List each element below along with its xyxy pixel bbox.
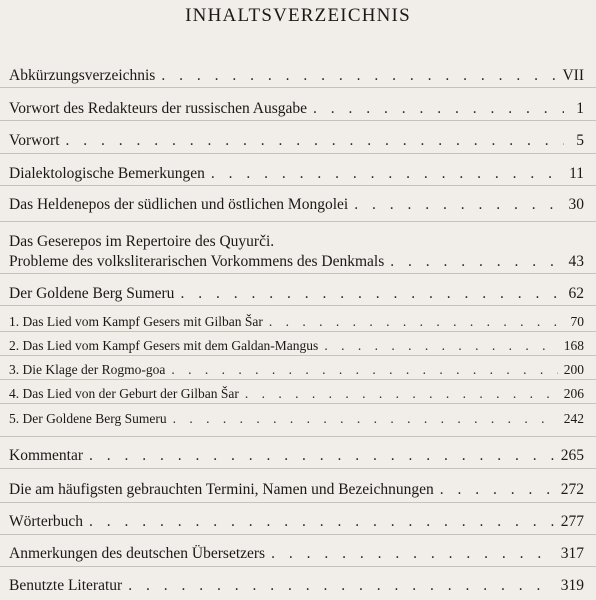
- dot-leader: [89, 446, 555, 466]
- divider: [0, 403, 596, 404]
- dot-leader: [313, 99, 564, 119]
- dot-leader: [324, 336, 557, 356]
- toc-entry-title: Das Geserepos im Repertoire des Quyurči.: [9, 233, 275, 250]
- toc-entry-woerterbuch[interactable]: [9, 512, 584, 532]
- divider: [0, 153, 596, 154]
- dot-leader: [269, 312, 564, 332]
- toc-page-number: 317: [560, 545, 584, 562]
- dot-leader: [173, 409, 558, 429]
- dot-leader: [390, 252, 562, 272]
- toc-entry-title: Der Goldene Berg Sumeru: [9, 285, 175, 302]
- toc-entry-title: 3. Die Klage der Rogmo-goa: [9, 362, 166, 377]
- toc-entry-vorwort-des-redakteurs[interactable]: [9, 99, 584, 119]
- divider: [0, 502, 596, 503]
- divider: [0, 331, 596, 332]
- toc-entry-title: 5. Der Goldene Berg Sumeru: [9, 411, 167, 426]
- toc-entry-title: Abkürzungsverzeichnis: [9, 67, 156, 84]
- toc-page-number: VII: [562, 67, 584, 84]
- toc-page-number: 206: [563, 386, 584, 401]
- dot-leader: [66, 131, 564, 151]
- dot-leader: [180, 284, 562, 304]
- divider: [0, 87, 596, 88]
- toc-entry-title: Kommentar: [9, 447, 84, 464]
- toc-page-number: 277: [560, 513, 584, 530]
- toc-entry-geserepos[interactable]: [9, 232, 584, 272]
- page-title: INHALTSVERZEICHNIS: [185, 5, 411, 26]
- toc-entry-heldenepos[interactable]: [9, 195, 584, 215]
- dot-leader: [440, 480, 555, 500]
- divider: [0, 185, 596, 186]
- divider: [0, 534, 596, 535]
- divider: [0, 436, 596, 437]
- divider: [0, 355, 596, 356]
- toc-entry-vorwort[interactable]: [9, 131, 584, 151]
- toc-page-number: 319: [560, 577, 584, 594]
- toc-entry-benutzte-literatur[interactable]: [9, 576, 584, 596]
- toc-subentry-4[interactable]: [9, 384, 584, 404]
- toc-entry-title: 2. Das Lied vom Kampf Gesers mit dem Galdan-Mangus: [9, 338, 319, 353]
- dot-leader: [89, 512, 555, 532]
- toc-page-number: 5: [576, 132, 584, 149]
- toc-page-number: 11: [569, 165, 584, 182]
- toc-subentry-3[interactable]: [9, 360, 584, 380]
- toc-entry-title: Vorwort des Redakteurs der russischen Ausgabe: [9, 100, 308, 117]
- divider: [0, 305, 596, 306]
- dot-leader: [354, 195, 562, 215]
- toc-entry-title: 4. Das Lied von der Geburt der Gilban Šar: [9, 386, 239, 401]
- toc-entry-title: Wörterbuch: [9, 513, 84, 530]
- toc-subentry-2[interactable]: [9, 336, 584, 356]
- toc-entry-title: Anmerkungen des deutschen Übersetzers: [9, 545, 266, 562]
- toc-page-number: 70: [570, 314, 584, 329]
- dot-leader: [128, 576, 555, 596]
- dot-leader: [161, 66, 556, 86]
- toc-subentry-1[interactable]: [9, 312, 584, 332]
- toc-entry-abkuerzungsverzeichnis[interactable]: [9, 66, 584, 86]
- toc-entry-anmerkungen[interactable]: [9, 544, 584, 564]
- toc-page-number: 265: [560, 447, 584, 464]
- toc-page-number: 30: [568, 196, 584, 213]
- divider: [0, 120, 596, 121]
- divider: [0, 221, 596, 222]
- toc-page-number: 43: [568, 253, 584, 270]
- toc-entry-title: Benutzte Literatur: [9, 577, 123, 594]
- dot-leader: [171, 360, 557, 380]
- divider: [0, 379, 596, 380]
- toc-page-number: 272: [560, 481, 584, 498]
- toc-page-number: 242: [563, 411, 584, 426]
- toc-entry-title: Das Heldenepos der südlichen und östlichen Mongolei: [9, 196, 349, 213]
- toc-entry-termini[interactable]: [9, 480, 584, 500]
- toc-page-number: 200: [563, 362, 584, 377]
- toc-entry-goldene-berg-sumeru[interactable]: [9, 284, 584, 304]
- dot-leader: [245, 384, 558, 404]
- toc-entry-title: Die am häufigsten gebrauchten Termini, Namen und Bezeichnungen: [9, 481, 434, 498]
- toc-page-number: 1: [576, 100, 584, 117]
- divider: [0, 468, 596, 469]
- toc-entry-title: Vorwort: [9, 132, 60, 149]
- dot-leader: [271, 544, 555, 564]
- toc-entry-kommentar[interactable]: [9, 446, 584, 466]
- toc-subentry-5[interactable]: [9, 409, 584, 429]
- dot-leader: [211, 164, 563, 184]
- toc-entry-title-continued: Probleme des volksliterarischen Vorkommens des Denkmals: [9, 253, 385, 270]
- divider: [0, 273, 596, 274]
- divider: [0, 566, 596, 567]
- toc-entry-title: 1. Das Lied vom Kampf Gesers mit Gilban Šar: [9, 314, 263, 329]
- toc-entry-title: Dialektologische Bemerkungen: [9, 165, 205, 182]
- toc-page-number: 62: [568, 285, 584, 302]
- toc-entry-dialektologische-bemerkungen[interactable]: [9, 164, 584, 184]
- toc-page-number: 168: [563, 338, 584, 353]
